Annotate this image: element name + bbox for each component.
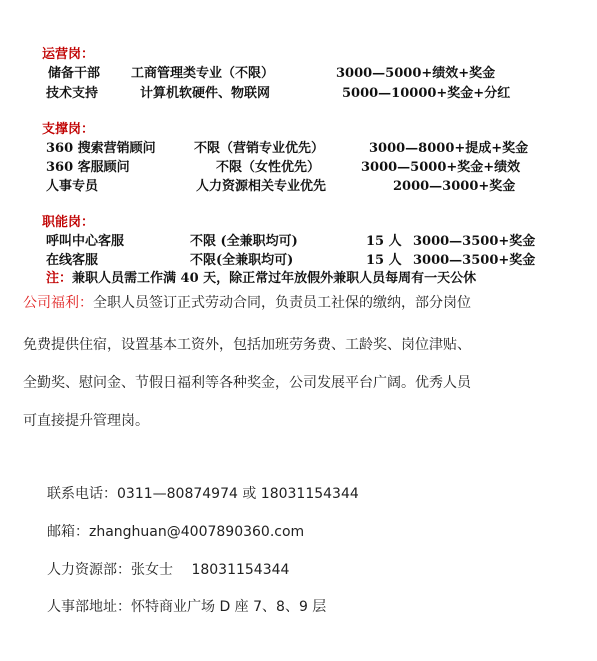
job-requirement: 工商管理类专业（不限）	[131, 66, 275, 81]
job-row	[0, 252, 597, 270]
note-text: 兼职人员需工作满 40 天，除正常过年放假外兼职人员每周有一天公休	[72, 271, 477, 286]
welfare-line: 免费提供住宿，设置基本工资外，包括加班劳务费、工龄奖、岗位津贴、	[23, 337, 471, 353]
job-salary: 3000—5000+奖金+绩效	[361, 160, 521, 175]
job-requirement: 人力资源相关专业优先	[196, 179, 327, 194]
job-row	[0, 85, 597, 103]
section-title-operations: 运营岗：	[42, 47, 95, 62]
part-time-note	[46, 270, 476, 288]
job-position: 储备干部	[48, 66, 101, 81]
job-requirement: 计算机软硬件、物联网	[140, 86, 271, 101]
job-requirement: 不限(全兼职均可)	[190, 253, 294, 268]
job-row	[0, 178, 597, 196]
job-position: 人事专员	[46, 179, 99, 194]
contact-hr-dept: 人力资源部：张女士 18031154344	[47, 562, 290, 578]
contact-email: 邮箱：zhanghuan@4007890360.com	[47, 524, 305, 540]
job-headcount: 15 人	[366, 234, 402, 249]
job-salary: 3000—3500+奖金	[413, 253, 536, 268]
job-position: 呼叫中心客服	[46, 234, 125, 249]
job-position: 360 搜索营销顾问	[46, 141, 156, 156]
job-row	[0, 140, 597, 158]
welfare-line: 全勤奖、慰问金、节假日福利等各种奖金，公司发展平台广阔。优秀人员	[23, 375, 471, 391]
welfare-label: 公司福利：	[23, 295, 93, 311]
welfare-line	[23, 292, 583, 314]
job-salary: 3000—5000+绩效+奖金	[336, 66, 496, 81]
job-position: 在线客服	[46, 253, 99, 268]
job-salary: 5000—10000+奖金+分红	[342, 86, 511, 101]
welfare-line: 可直接提升管理岗。	[23, 413, 149, 429]
job-position: 技术支持	[46, 86, 99, 101]
section-title-support: 支撑岗：	[42, 122, 95, 137]
job-requirement: 不限（女性优先）	[216, 160, 321, 175]
job-requirement: 不限（营销专业优先）	[194, 141, 325, 156]
job-position: 360 客服顾问	[46, 160, 130, 175]
job-salary: 2000—3000+奖金	[393, 179, 516, 194]
job-salary: 3000—8000+提成+奖金	[369, 141, 529, 156]
job-salary: 3000—3500+奖金	[413, 234, 536, 249]
contact-phone: 联系电话：0311—80874974 或 18031154344	[47, 486, 359, 502]
job-row	[0, 159, 597, 177]
job-row	[0, 65, 597, 83]
job-headcount: 15 人	[366, 253, 402, 268]
welfare-text: 全职人员签订正式劳动合同，负责员工社保的缴纳，部分岗位	[93, 295, 471, 311]
note-label: 注：	[46, 271, 73, 286]
contact-address: 人事部地址：怀特商业广场 D 座 7、8、9 层	[47, 599, 327, 615]
section-title-functional: 职能岗：	[42, 215, 95, 230]
job-requirement: 不限 (全兼职均可)	[190, 234, 298, 249]
job-row	[0, 233, 597, 251]
